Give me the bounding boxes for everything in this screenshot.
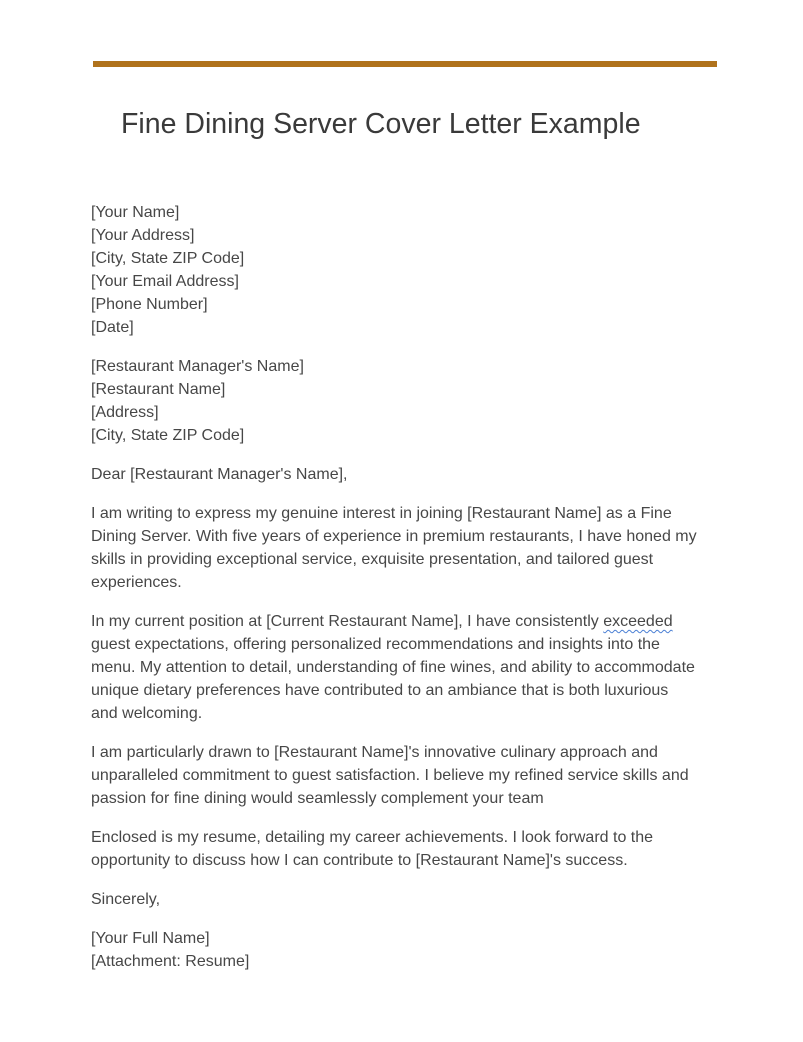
- paragraph-intro: I am writing to express my genuine interest in joining [Restaurant Name] as a Fine Dining Server. With five years of experience in premium restaurants, I have honed my skills in providing exceptional service, exquisite presentation, and tailored guest experiences.: [91, 505, 697, 591]
- recipient-restaurant: [Restaurant Name]: [91, 381, 226, 398]
- signature-block: [91, 927, 697, 973]
- recipient-address: [Address]: [91, 404, 159, 421]
- recipient-address-block: [91, 355, 697, 447]
- paragraph-motivation: I am particularly drawn to [Restaurant Name]'s innovative culinary approach and unparalleled commitment to guest satisfaction. I believe my refined service skills and passion for fine dining would seamlessly complement your team: [91, 744, 689, 807]
- closing: Sincerely,: [91, 891, 161, 908]
- letter-body: [91, 201, 697, 989]
- recipient-city-state-zip: [City, State ZIP Code]: [91, 427, 245, 444]
- document-title: Fine Dining Server Cover Letter Example: [121, 108, 641, 140]
- paragraph-experience-end: guest expectations, offering personalized recommendations and insights into the menu. My attention to detail, understanding of fine wines, and ability to accommodate unique dietary preferences have contributed to an ambiance that is both luxurious and welcoming.: [91, 636, 695, 722]
- sender-address: [Your Address]: [91, 227, 195, 244]
- attachment-note: [Attachment: Resume]: [91, 953, 250, 970]
- sender-name: [Your Name]: [91, 204, 180, 221]
- sender-phone: [Phone Number]: [91, 296, 208, 313]
- salutation: Dear [Restaurant Manager's Name],: [91, 466, 348, 483]
- sender-city-state-zip: [City, State ZIP Code]: [91, 250, 245, 267]
- recipient-name: [Restaurant Manager's Name]: [91, 358, 304, 375]
- letter-date: [Date]: [91, 319, 134, 336]
- paragraph-closing: Enclosed is my resume, detailing my career achievements. I look forward to the opportunity to discuss how I can contribute to [Restaurant Name]'s success.: [91, 829, 654, 869]
- paragraph-experience-start: In my current position at [Current Restaurant Name], I have consistently: [91, 613, 604, 630]
- sender-address-block: [91, 201, 697, 339]
- signature-name: [Your Full Name]: [91, 930, 210, 947]
- header-accent-rule: [93, 61, 717, 67]
- paragraph-experience: [91, 610, 697, 725]
- spellcheck-flagged-word[interactable]: exceeded: [603, 613, 673, 630]
- sender-email: [Your Email Address]: [91, 273, 239, 290]
